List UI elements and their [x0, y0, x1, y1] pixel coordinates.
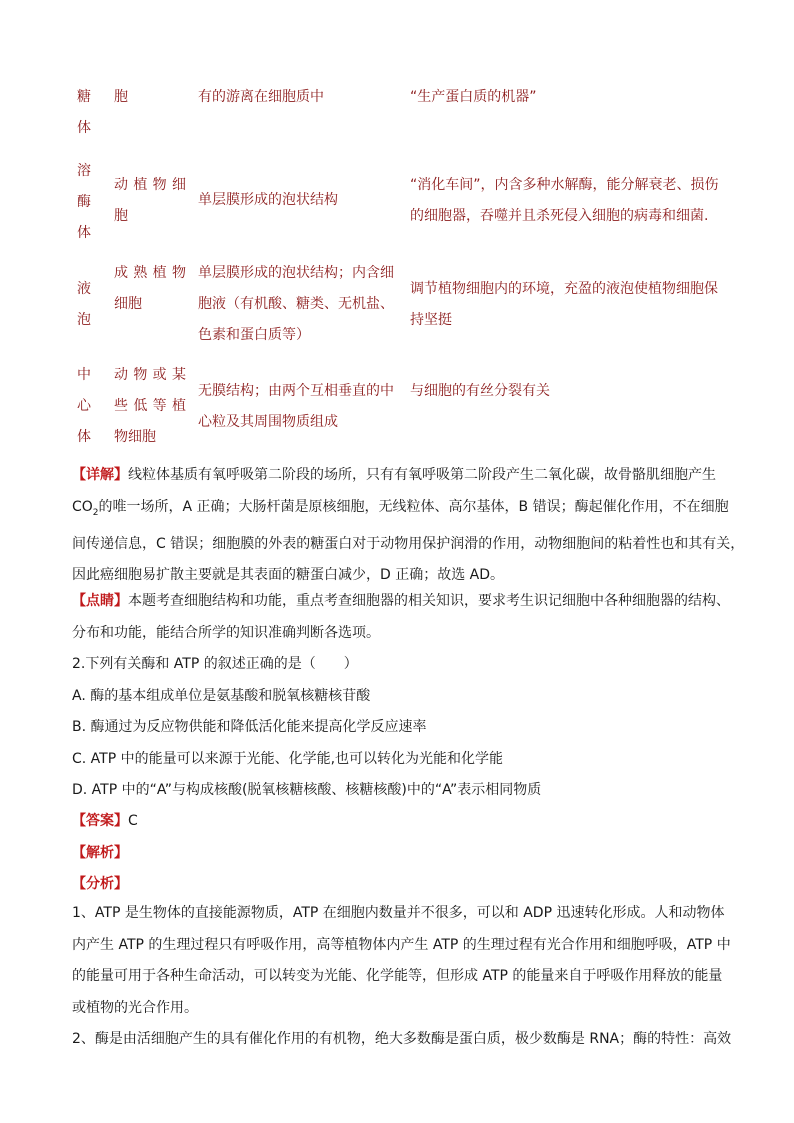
organelle-function: “生产蛋白质的机器” [410, 89, 537, 105]
organelle-structure: 无膜结构；由两个互相垂直的中 心粒及其周围物质组成 [198, 383, 394, 430]
detail-line: 【详解】线粒体基质有氧呼吸第二阶段的场所，只有有氧呼吸第二阶段产生二氧化碳，故骨骼肌细胞产生 [72, 467, 716, 483]
point-line: 或植物的光合作用。 [72, 999, 198, 1016]
organelle-distribution: 动物或某 些低等植 物细胞 [114, 367, 186, 445]
organelle-structure: 单层膜形成的泡状结构；内含细 胞液（有机酸、糖类、无机盐、 色素和蛋白质等） [198, 265, 394, 343]
option-b: B. 酶通过为反应物供能和降低活化能来提高化学反应速率 [72, 719, 427, 735]
comment-tag: 【点睛】 [72, 593, 128, 609]
organelle-name: 溶 酶 体 [77, 163, 91, 241]
organelle-structure: 有的游离在细胞质中 [198, 89, 324, 105]
detail-section [72, 460, 745, 592]
organelle-distribution: 动植物细 胞 [114, 177, 186, 224]
point-line: 1、ATP 是生物体的直接能源物质，ATP 在细胞内数量并不很多，可以和 ADP 迅速转化形成。人和动物体 [72, 905, 725, 921]
point-line: 的能量可用于各种生命活动，可以转变为光能、化学能等，但形成 ATP 的能量来自于呼吸作用释放的能量 [72, 968, 723, 984]
answer-value: C [128, 813, 138, 829]
point-line: 2、酶是由活细胞产生的具有催化作用的有机物，绝大多数酶是蛋白质，极少数酶是 RNA；酶的特性：高效 [72, 1031, 732, 1047]
detail-tag: 【详解】 [72, 467, 128, 483]
answer-tag: 【答案】 [72, 813, 128, 829]
comment-line: 分布和功能，能结合所学的知识准确判断各选项。 [72, 624, 380, 641]
analysis-heading: 【解析】 [72, 844, 128, 861]
table-row [0, 82, 794, 144]
point-line: 内产生 ATP 的生理过程只有呼吸作用，高等植物体内产生 ATP 的生理过程有光合作用和细胞呼吸，ATP 中 [72, 936, 731, 953]
organelle-function: “消化车间”，内含多种水解酶，能分解衰老、损伤 的细胞器，吞噬并且杀死侵入细胞的病毒和细菌. [410, 177, 719, 224]
table-row [0, 360, 794, 456]
organelle-function: 与细胞的有丝分裂有关 [410, 383, 550, 399]
option-a: A. 酶的基本组成单位是氨基酸和脱氧核糖核苷酸 [72, 687, 371, 704]
analysis-points [72, 898, 732, 1056]
organelle-distribution: 胞 [114, 89, 128, 105]
organelle-function: 调节植物细胞内的环境，充盈的液泡使植物细胞保 持坚挺 [410, 281, 718, 328]
comment-line: 【点睛】本题考查细胞结构和功能，重点考查细胞器的相关知识，要求考生识记细胞中各种细胞器的结构、 [72, 593, 730, 609]
detail-line: $CO_2$的唯一场所，A 正确；大肠杆菌是原核细胞，无线粒体、高尔基体，B 错误；酶起催化作用，不在细胞 [72, 498, 729, 518]
organelle-structure: 单层膜形成的泡状结构 [198, 192, 338, 208]
detail-line: 因此癌细胞易扩散主要就是其表面的糖蛋白减少，D 正确；故选 AD。 [72, 567, 505, 584]
organelle-name: 液 泡 [77, 281, 91, 328]
analyze-heading: 【分析】 [72, 876, 128, 892]
question-section [72, 649, 732, 807]
organelle-name: 中 心 体 [77, 367, 91, 445]
detail-line: 间传递信息，C 错误；细胞膜的外表的糖蛋白对于动物用保护润滑的作用，动物细胞间的粘着性也和其有关， [72, 535, 745, 552]
answer-section [72, 806, 732, 901]
organelle-distribution: 成熟植物 细胞 [114, 265, 186, 312]
option-c: C. ATP 中的能量可以来源于光能、化学能,也可以转化为光能和化学能 [72, 750, 504, 767]
question-stem: 2.下列有关酶和 ATP 的叙述正确的是（ ） [72, 656, 358, 672]
comment-section [72, 586, 732, 649]
organelle-name: 糖 体 [77, 89, 91, 136]
table-row [0, 258, 794, 354]
option-d: D. ATP 中的“A”与构成核酸(脱氧核糖核酸、核糖核酸)中的“A”表示相同物质 [72, 782, 542, 798]
answer-line [72, 806, 732, 838]
organelle-table [0, 82, 794, 445]
table-row [0, 156, 794, 252]
